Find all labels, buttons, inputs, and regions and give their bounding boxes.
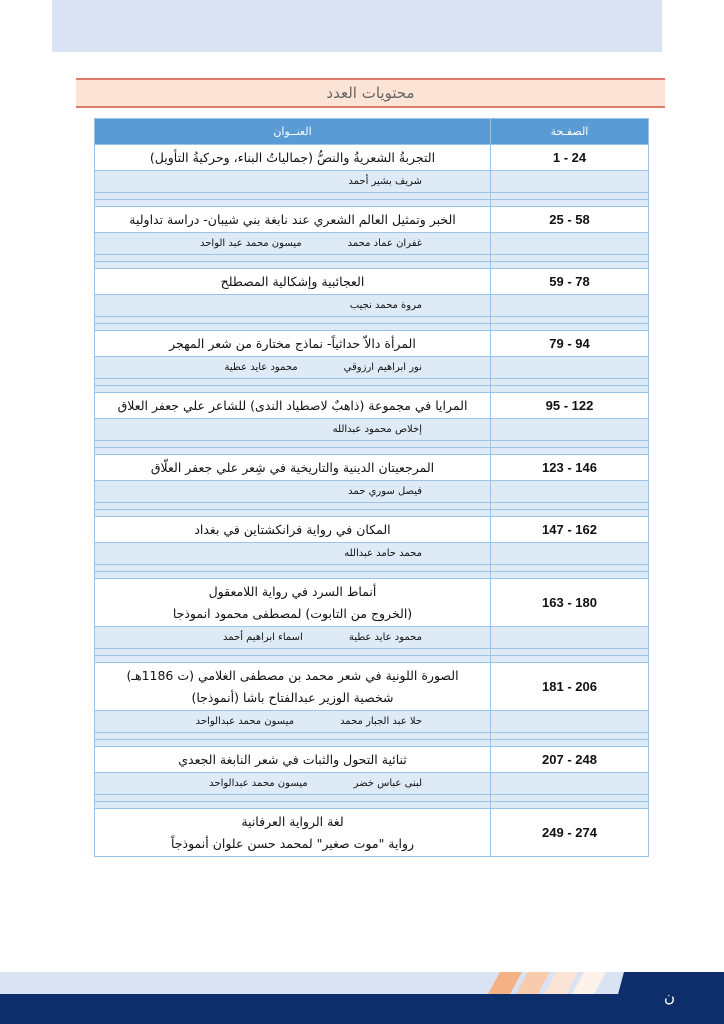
authors	[95, 543, 491, 565]
contents-body	[95, 145, 649, 857]
empty-cell	[491, 233, 649, 255]
spacer-row	[95, 262, 649, 269]
entry-author-row	[95, 233, 649, 255]
section-title	[76, 78, 665, 108]
entry-title-row	[95, 269, 649, 295]
author-name: غفران عماد محمد	[347, 238, 422, 249]
table-header-row	[95, 119, 649, 145]
article-title	[95, 455, 491, 481]
entry-title-row	[95, 517, 649, 543]
article-title	[95, 393, 491, 419]
page-range: 163 - 180	[491, 579, 649, 627]
entry-title-row	[95, 393, 649, 419]
spacer-row	[95, 503, 649, 510]
author-name: فيصل سوري حمد	[348, 486, 422, 497]
entry-title-row	[95, 663, 649, 711]
page-range: 181 - 206	[491, 663, 649, 711]
authors	[95, 295, 491, 317]
empty-cell	[491, 773, 649, 795]
spacer-row	[95, 200, 649, 207]
author-name: اسماء ابراهيم أحمد	[222, 632, 303, 643]
author-name: محمود عايد عطية	[224, 362, 298, 373]
page-range: 59 - 78	[491, 269, 649, 295]
empty-cell	[491, 543, 649, 565]
entry-author-row	[95, 171, 649, 193]
authors	[95, 357, 491, 379]
entry-author-row	[95, 711, 649, 733]
entry-author-row	[95, 357, 649, 379]
entry-author-row	[95, 481, 649, 503]
article-title-line: المكان في رواية فرانكشتاين في بغداد	[194, 521, 391, 537]
empty-cell	[491, 171, 649, 193]
empty-cell	[491, 419, 649, 441]
article-title-line: لغة الرواية العرفانية	[241, 813, 344, 829]
article-title	[95, 331, 491, 357]
spacer-row	[95, 656, 649, 663]
authors	[95, 171, 491, 193]
entry-author-row	[95, 773, 649, 795]
authors	[95, 627, 491, 649]
authors	[95, 773, 491, 795]
author-name: نور ابراهيم ارزوقي	[343, 362, 422, 373]
col-header-title: العنــوان	[95, 119, 491, 145]
top-band	[52, 0, 662, 52]
author-name: شريف بشير أحمد	[348, 176, 422, 187]
article-title	[95, 809, 491, 857]
author-name: لبنى عباس خضر	[353, 778, 422, 789]
entry-author-row	[95, 419, 649, 441]
spacer-row	[95, 740, 649, 747]
entry-title-row	[95, 207, 649, 233]
author-name: محمد حامد عبدالله	[344, 548, 422, 559]
page-range: 147 - 162	[491, 517, 649, 543]
article-title-line: (الخروج من التابوت) لمصطفى محمود انموذجا	[172, 605, 413, 621]
author-name: محمود عايد عطية	[348, 632, 422, 643]
article-title-line: ثنائية التحول والثبات في شعر النابغة الجعدي	[178, 751, 407, 767]
spacer-row	[95, 510, 649, 517]
page-number: ن	[664, 988, 676, 1006]
article-title-line: المرأة دالاّ حداثياً- نماذج مختارة من شعر المهجر	[169, 335, 416, 351]
spacer-row	[95, 733, 649, 740]
entry-author-row	[95, 627, 649, 649]
spacer-row	[95, 193, 649, 200]
spacer-row	[95, 448, 649, 455]
article-title-line: المرايا في مجموعة (ذاهبٌ لاصطياد الندى) للشاعر علي جعفر العلاق	[117, 397, 468, 413]
entry-author-row	[95, 295, 649, 317]
entry-author-row	[95, 543, 649, 565]
article-title	[95, 747, 491, 773]
page-range: 25 - 58	[491, 207, 649, 233]
col-header-page: الصفـحة	[491, 119, 649, 145]
empty-cell	[491, 481, 649, 503]
entry-title-row	[95, 747, 649, 773]
author-name: إخلاص محمود عبدالله	[332, 424, 422, 435]
author-name: ميسون محمد عبدالواحد	[195, 716, 295, 727]
authors	[95, 419, 491, 441]
section-title-text: محتويات العدد	[326, 84, 415, 102]
entry-title-row	[95, 809, 649, 857]
authors	[95, 233, 491, 255]
spacer-row	[95, 324, 649, 331]
article-title-line: التجربةُ الشعريةُ والنصُّ (جمالياتُ البناء، وحركيةُ التأويل)	[149, 149, 436, 165]
page-range: 1 - 24	[491, 145, 649, 171]
article-title-line: المرجعيتان الدينية والتاريخية في شِعر علي جعفر العلّاق	[150, 459, 435, 475]
page-range: 207 - 248	[491, 747, 649, 773]
article-title	[95, 663, 491, 711]
article-title	[95, 207, 491, 233]
spacer-row	[95, 255, 649, 262]
footer-light-band	[0, 972, 724, 994]
entry-title-row	[95, 145, 649, 171]
empty-cell	[491, 295, 649, 317]
empty-cell	[491, 711, 649, 733]
spacer-row	[95, 565, 649, 572]
spacer-row	[95, 795, 649, 802]
page-range: 123 - 146	[491, 455, 649, 481]
article-title-line: أنماط السرد في رواية اللامعقول	[208, 583, 377, 599]
spacer-row	[95, 572, 649, 579]
article-title	[95, 269, 491, 295]
page-range: 79 - 94	[491, 331, 649, 357]
authors	[95, 481, 491, 503]
article-title	[95, 145, 491, 171]
author-name: مروة محمد نجيب	[349, 300, 422, 311]
spacer-row	[95, 317, 649, 324]
author-name: حلا عبد الجبار محمد	[340, 716, 422, 727]
spacer-row	[95, 802, 649, 809]
author-name: ميسون محمد عبدالواحد	[209, 778, 308, 789]
article-title-line: العجائبية وإشكالية المصطلح	[220, 273, 365, 289]
author-name: ميسون محمد عبد الواحد	[200, 238, 302, 249]
article-title-line: الصورة اللونية في شعر محمد بن مصطفى الغلامي (ت 1186هـ)	[126, 667, 459, 683]
authors	[95, 711, 491, 733]
article-title-line: الخبر وتمثيل العالم الشعري عند نابغة بني شيبان- دراسة تداولية	[129, 211, 456, 227]
empty-cell	[491, 627, 649, 649]
spacer-row	[95, 379, 649, 386]
page-range: 95 - 122	[491, 393, 649, 419]
spacer-row	[95, 386, 649, 393]
article-title	[95, 517, 491, 543]
contents-table	[94, 118, 649, 857]
article-title-line: رواية "موت صغير" لمحمد حسن علوان أنموذجاً	[170, 835, 415, 851]
entry-title-row	[95, 579, 649, 627]
spacer-row	[95, 649, 649, 656]
spacer-row	[95, 441, 649, 448]
empty-cell	[491, 357, 649, 379]
entry-title-row	[95, 455, 649, 481]
article-title	[95, 579, 491, 627]
page-range: 249 - 274	[491, 809, 649, 857]
article-title-line: شخصية الوزير عبدالفتاح باشا (أنموذجا)	[191, 689, 394, 705]
entry-title-row	[95, 331, 649, 357]
